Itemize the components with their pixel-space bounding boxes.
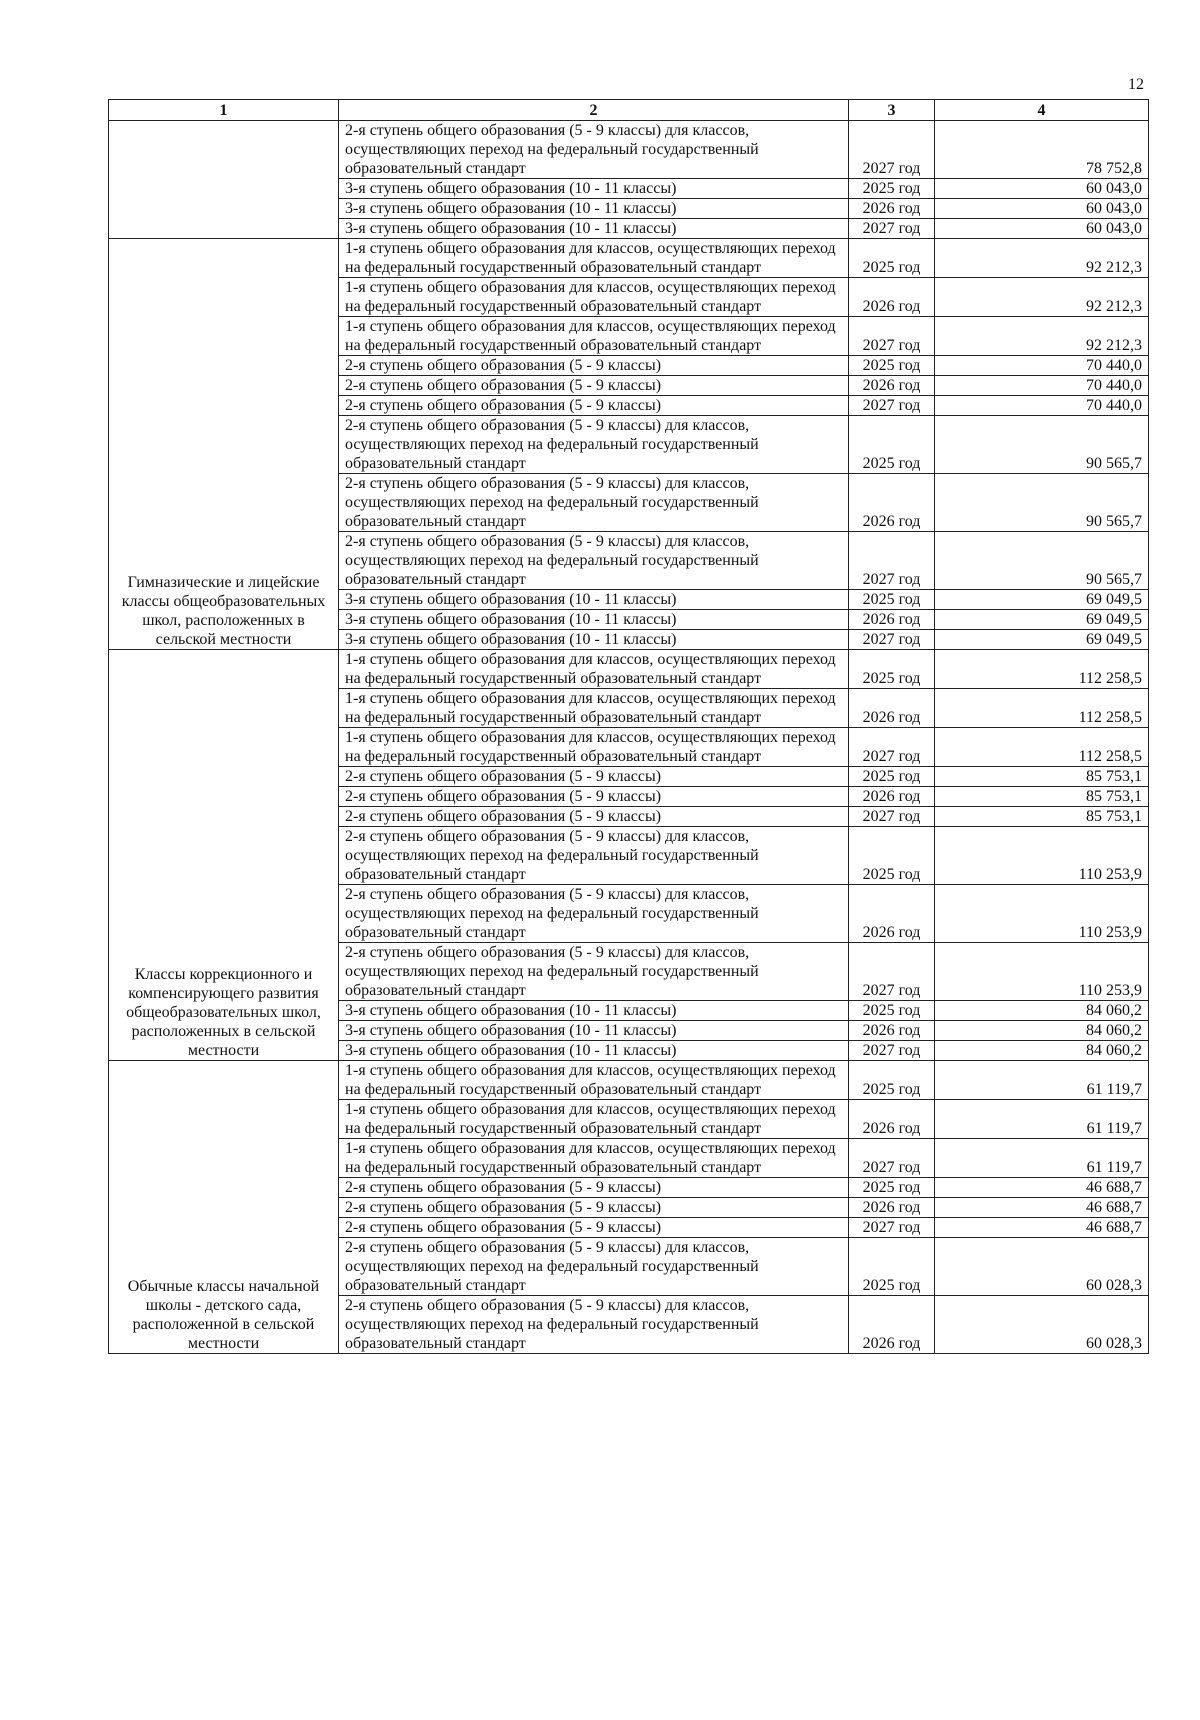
value-cell: 60 028,3 [935, 1296, 1149, 1354]
value-cell: 46 688,7 [935, 1178, 1149, 1198]
year-cell: 2027 год [849, 396, 935, 416]
value-cell: 92 212,3 [935, 317, 1149, 356]
year-cell: 2026 год [849, 610, 935, 630]
header-row [109, 100, 1149, 121]
year-cell: 2026 год [849, 199, 935, 219]
description-cell: 2-я ступень общего образования (5 - 9 классы) [339, 356, 849, 376]
value-cell: 90 565,7 [935, 532, 1149, 590]
column-header-4: 4 [935, 100, 1149, 121]
year-cell: 2026 год [849, 474, 935, 532]
value-cell: 92 212,3 [935, 278, 1149, 317]
column-header-2: 2 [339, 100, 849, 121]
value-cell: 90 565,7 [935, 416, 1149, 474]
description-cell: 2-я ступень общего образования (5 - 9 классы) [339, 807, 849, 827]
value-cell: 110 253,9 [935, 943, 1149, 1001]
group-name-cell [109, 121, 339, 239]
year-cell: 2025 год [849, 1178, 935, 1198]
description-cell: 2-я ступень общего образования (5 - 9 классы) [339, 767, 849, 787]
description-cell: 3-я ступень общего образования (10 - 11 классы) [339, 199, 849, 219]
value-cell: 61 119,7 [935, 1061, 1149, 1100]
year-cell: 2027 год [849, 219, 935, 239]
year-cell: 2027 год [849, 728, 935, 767]
table-body [109, 121, 1149, 1354]
year-cell: 2026 год [849, 376, 935, 396]
description-cell: 2-я ступень общего образования (5 - 9 классы) для классов, осуществляющих переход на федеральный государственный образовательный стандарт [339, 1238, 849, 1296]
value-cell: 60 043,0 [935, 219, 1149, 239]
description-cell: 2-я ступень общего образования (5 - 9 классы) для классов, осуществляющих переход на федеральный государственный образовательный стандарт [339, 416, 849, 474]
value-cell: 70 440,0 [935, 376, 1149, 396]
year-cell: 2025 год [849, 1238, 935, 1296]
value-cell: 112 258,5 [935, 728, 1149, 767]
value-cell: 69 049,5 [935, 610, 1149, 630]
value-cell: 69 049,5 [935, 630, 1149, 650]
year-cell: 2025 год [849, 179, 935, 199]
value-cell: 110 253,9 [935, 885, 1149, 943]
description-cell: 1-я ступень общего образования для классов, осуществляющих переход на федеральный государственный образовательный стандарт [339, 650, 849, 689]
description-cell: 2-я ступень общего образования (5 - 9 классы) [339, 1218, 849, 1238]
value-cell: 69 049,5 [935, 590, 1149, 610]
group-name-cell: Классы коррекционного и компенсирующего развития общеобразовательных школ, расположенных в сельской местности [109, 650, 339, 1061]
description-cell: 1-я ступень общего образования для классов, осуществляющих переход на федеральный государственный образовательный стандарт [339, 278, 849, 317]
year-cell: 2027 год [849, 807, 935, 827]
value-cell: 92 212,3 [935, 239, 1149, 278]
value-cell: 112 258,5 [935, 650, 1149, 689]
table-header [109, 100, 1149, 121]
description-cell: 2-я ступень общего образования (5 - 9 классы) для классов, осуществляющих переход на федеральный государственный образовательный стандарт [339, 474, 849, 532]
description-cell: 2-я ступень общего образования (5 - 9 классы) для классов, осуществляющих переход на федеральный государственный образовательный стандарт [339, 943, 849, 1001]
year-cell: 2026 год [849, 1296, 935, 1354]
year-cell: 2026 год [849, 689, 935, 728]
year-cell: 2025 год [849, 590, 935, 610]
description-cell: 3-я ступень общего образования (10 - 11 классы) [339, 1041, 849, 1061]
group-name-cell: Обычные классы начальной школы - детского сада, расположенной в сельской местности [109, 1061, 339, 1354]
year-cell: 2026 год [849, 278, 935, 317]
description-cell: 2-я ступень общего образования (5 - 9 классы) [339, 1198, 849, 1218]
value-cell: 61 119,7 [935, 1139, 1149, 1178]
year-cell: 2027 год [849, 1218, 935, 1238]
year-cell: 2027 год [849, 121, 935, 179]
description-cell: 2-я ступень общего образования (5 - 9 классы) для классов, осуществляющих переход на федеральный государственный образовательный стандарт [339, 121, 849, 179]
description-cell: 1-я ступень общего образования для классов, осуществляющих переход на федеральный государственный образовательный стандарт [339, 239, 849, 278]
description-cell: 2-я ступень общего образования (5 - 9 классы) [339, 787, 849, 807]
value-cell: 61 119,7 [935, 1100, 1149, 1139]
year-cell: 2026 год [849, 787, 935, 807]
year-cell: 2025 год [849, 239, 935, 278]
value-cell: 46 688,7 [935, 1198, 1149, 1218]
year-cell: 2025 год [849, 416, 935, 474]
description-cell: 1-я ступень общего образования для классов, осуществляющих переход на федеральный государственный образовательный стандарт [339, 1139, 849, 1178]
description-cell: 2-я ступень общего образования (5 - 9 классы) для классов, осуществляющих переход на федеральный государственный образовательный стандарт [339, 885, 849, 943]
year-cell: 2027 год [849, 1139, 935, 1178]
year-cell: 2025 год [849, 356, 935, 376]
value-cell: 60 043,0 [935, 179, 1149, 199]
description-cell: 2-я ступень общего образования (5 - 9 классы) [339, 376, 849, 396]
description-cell: 3-я ступень общего образования (10 - 11 классы) [339, 630, 849, 650]
year-cell: 2027 год [849, 317, 935, 356]
year-cell: 2026 год [849, 1100, 935, 1139]
value-cell: 70 440,0 [935, 356, 1149, 376]
value-cell: 90 565,7 [935, 474, 1149, 532]
value-cell: 60 028,3 [935, 1238, 1149, 1296]
value-cell: 84 060,2 [935, 1041, 1149, 1061]
description-cell: 3-я ступень общего образования (10 - 11 классы) [339, 590, 849, 610]
value-cell: 85 753,1 [935, 767, 1149, 787]
value-cell: 110 253,9 [935, 827, 1149, 885]
description-cell: 1-я ступень общего образования для классов, осуществляющих переход на федеральный государственный образовательный стандарт [339, 689, 849, 728]
year-cell: 2027 год [849, 630, 935, 650]
year-cell: 2025 год [849, 1001, 935, 1021]
description-cell: 1-я ступень общего образования для классов, осуществляющих переход на федеральный государственный образовательный стандарт [339, 1100, 849, 1139]
description-cell: 2-я ступень общего образования (5 - 9 классы) [339, 1178, 849, 1198]
description-cell: 2-я ступень общего образования (5 - 9 классы) для классов, осуществляющих переход на федеральный государственный образовательный стандарт [339, 1296, 849, 1354]
year-cell: 2025 год [849, 827, 935, 885]
value-cell: 84 060,2 [935, 1001, 1149, 1021]
description-cell: 1-я ступень общего образования для классов, осуществляющих переход на федеральный государственный образовательный стандарт [339, 317, 849, 356]
year-cell: 2026 год [849, 1198, 935, 1218]
tariff-table [108, 99, 1149, 1354]
value-cell: 60 043,0 [935, 199, 1149, 219]
year-cell: 2025 год [849, 767, 935, 787]
description-cell: 1-я ступень общего образования для классов, осуществляющих переход на федеральный государственный образовательный стандарт [339, 1061, 849, 1100]
year-cell: 2027 год [849, 943, 935, 1001]
description-cell: 3-я ступень общего образования (10 - 11 классы) [339, 610, 849, 630]
page-number: 12 [1128, 76, 1144, 93]
year-cell: 2027 год [849, 532, 935, 590]
table-row [109, 239, 1149, 278]
column-header-3: 3 [849, 100, 935, 121]
value-cell: 46 688,7 [935, 1218, 1149, 1238]
table-row [109, 121, 1149, 179]
value-cell: 70 440,0 [935, 396, 1149, 416]
description-cell: 2-я ступень общего образования (5 - 9 классы) [339, 396, 849, 416]
description-cell: 3-я ступень общего образования (10 - 11 классы) [339, 219, 849, 239]
description-cell: 2-я ступень общего образования (5 - 9 классы) для классов, осуществляющих переход на федеральный государственный образовательный стандарт [339, 827, 849, 885]
year-cell: 2027 год [849, 1041, 935, 1061]
value-cell: 85 753,1 [935, 807, 1149, 827]
description-cell: 3-я ступень общего образования (10 - 11 классы) [339, 1001, 849, 1021]
description-cell: 3-я ступень общего образования (10 - 11 классы) [339, 179, 849, 199]
value-cell: 85 753,1 [935, 787, 1149, 807]
year-cell: 2025 год [849, 1061, 935, 1100]
table-row [109, 1061, 1149, 1100]
year-cell: 2026 год [849, 1021, 935, 1041]
description-cell: 2-я ступень общего образования (5 - 9 классы) для классов, осуществляющих переход на федеральный государственный образовательный стандарт [339, 532, 849, 590]
column-header-1: 1 [109, 100, 339, 121]
group-name-cell: Гимназические и лицейские классы общеобразовательных школ, расположенных в сельской местности [109, 239, 339, 650]
year-cell: 2026 год [849, 885, 935, 943]
value-cell: 112 258,5 [935, 689, 1149, 728]
value-cell: 78 752,8 [935, 121, 1149, 179]
value-cell: 84 060,2 [935, 1021, 1149, 1041]
description-cell: 1-я ступень общего образования для классов, осуществляющих переход на федеральный государственный образовательный стандарт [339, 728, 849, 767]
year-cell: 2025 год [849, 650, 935, 689]
description-cell: 3-я ступень общего образования (10 - 11 классы) [339, 1021, 849, 1041]
table-row [109, 650, 1149, 689]
